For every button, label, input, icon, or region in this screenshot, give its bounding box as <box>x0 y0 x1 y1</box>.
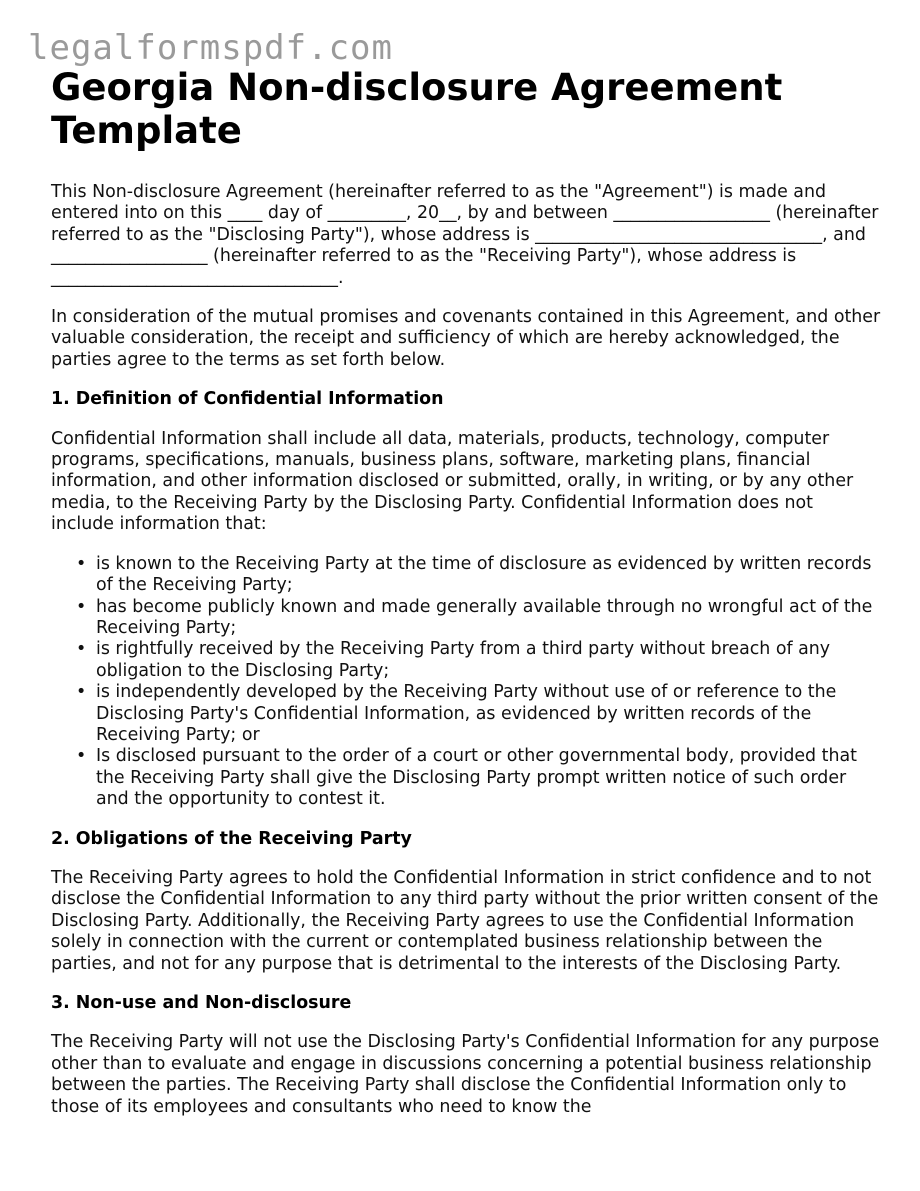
bullet-icon: • <box>76 596 87 617</box>
exclusions-list <box>51 554 881 811</box>
list-item <box>76 596 881 640</box>
list-item-text: has become publicly known and made generally available through no wrongful act of the Receiving Party; <box>96 596 873 638</box>
section-body-definition: Confidential Information shall include all data, materials, products, technology, computer programs, specifications, manuals, business plans, software, marketing plans, financial information, and other information disclosed or submitted, orally, in writing, or by any other media, to the Receiving Party by the Disclosing Party. Confidential Information does not include information that: <box>51 428 854 535</box>
intro-paragraph: This Non-disclosure Agreement (hereinafter referred to as the "Agreement") is made and entered into on this ____ day of _________, 20__, by and between __________________ (hereinafter referred to as the "Disclosing Party"), whose address is _________________________________, and __________________ (hereinafter referred to as the "Receiving Party"), whose address is _________________________________. <box>51 182 879 288</box>
list-item <box>76 639 881 682</box>
bullet-icon: • <box>76 553 87 574</box>
list-item-text: Is disclosed pursuant to the order of a court or other governmental body, provided that the Receiving Party shall give the Disclosing Party prompt written notice of such order and the opportunity to contest it. <box>96 746 857 810</box>
list-item-text: is rightfully received by the Receiving Party from a third party without breach of any obligation to the Disclosing Party; <box>96 639 831 681</box>
list-item-text: is independently developed by the Receiving Party without use of or reference to the Disclosing Party's Confidential Information, as evidenced by written records of the Receiving Party; or <box>96 682 837 745</box>
section-heading-non-use: 3. Non-use and Non-disclosure <box>51 993 352 1013</box>
list-item <box>76 553 881 597</box>
section-body-obligations: The Receiving Party agrees to hold the Confidential Information in strict confidence and to not disclose the Confidential Information to any third party without the prior written consent of the Disclosing Party. Additionally, the Receiving Party agrees to use the Confidential Information solely in connection with the current or contemplated business relationship between the parties, and not for any purpose that is detrimental to the interests of the Disclosing Party. <box>51 867 879 974</box>
section-heading-obligations: 2. Obligations of the Receiving Party <box>51 828 412 849</box>
bullet-icon: • <box>76 639 87 660</box>
list-item-text: is known to the Receiving Party at the time of disclosure as evidenced by written records of the Receiving Party; <box>96 553 872 596</box>
page-title: Georgia Non-disclosure Agreement Template <box>51 66 783 152</box>
list-item <box>76 682 881 746</box>
document-body <box>51 66 881 1136</box>
bullet-icon: • <box>76 746 87 767</box>
watermark-logo-text: legalformspdf.com <box>28 28 393 68</box>
list-item <box>76 746 881 810</box>
section-heading-definition: 1. Definition of Confidential Information <box>51 389 444 410</box>
section-body-non-use: The Receiving Party will not use the Disclosing Party's Confidential Information for any purpose other than to evaluate and engage in discussions concerning a potential business relationship between the parties. The Receiving Party shall disclose the Confidential Information only to those of its employees and consultants who need to know the <box>51 1032 880 1117</box>
bullet-icon: • <box>76 682 87 703</box>
consideration-paragraph: In consideration of the mutual promises and covenants contained in this Agreement, and other valuable consideration, the receipt and sufficiency of which are hereby acknowledged, the parties agree to the terms as set forth below. <box>51 307 881 370</box>
